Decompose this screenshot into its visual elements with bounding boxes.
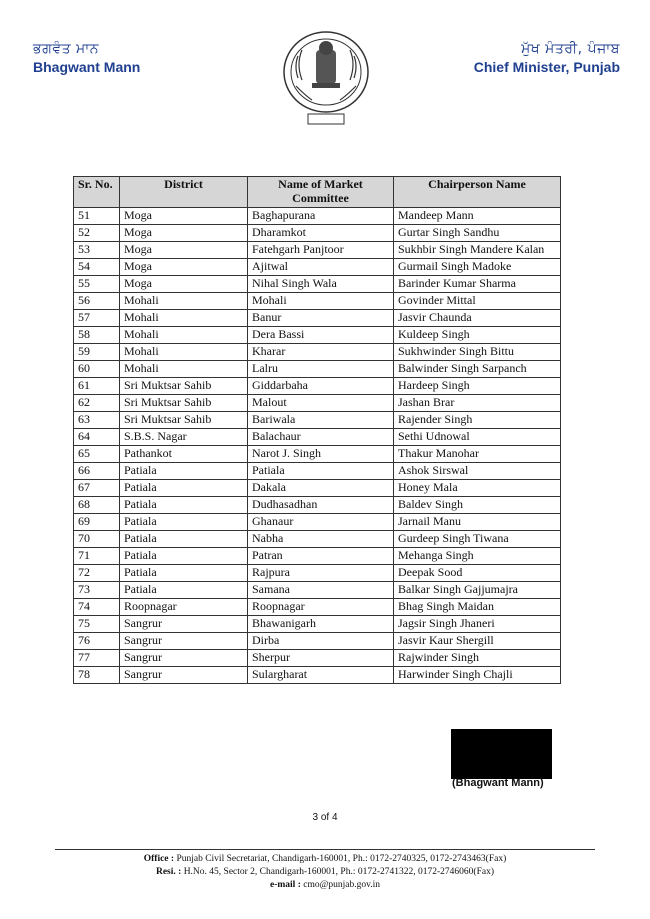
- cell-chairperson: Bhag Singh Maidan: [394, 599, 561, 616]
- cell-committee: Giddarbaha: [248, 378, 394, 395]
- cell-sr-no: 66: [74, 463, 120, 480]
- cell-sr-no: 58: [74, 327, 120, 344]
- cell-chairperson: Rajwinder Singh: [394, 650, 561, 667]
- cell-chairperson: Ashok Sirswal: [394, 463, 561, 480]
- header-chairperson: Chairperson Name: [394, 177, 561, 208]
- cell-sr-no: 53: [74, 242, 120, 259]
- cell-district: Mohali: [120, 327, 248, 344]
- cell-chairperson: Balwinder Singh Sarpanch: [394, 361, 561, 378]
- cell-district: Patiala: [120, 480, 248, 497]
- cell-sr-no: 61: [74, 378, 120, 395]
- cell-district: Moga: [120, 276, 248, 293]
- redacted-signature: [451, 729, 552, 779]
- cell-sr-no: 55: [74, 276, 120, 293]
- table-row: [74, 378, 561, 395]
- table-row: [74, 497, 561, 514]
- cell-sr-no: 63: [74, 412, 120, 429]
- table-row: [74, 225, 561, 242]
- cell-chairperson: Jasvir Chaunda: [394, 310, 561, 327]
- cell-chairperson: Mehanga Singh: [394, 548, 561, 565]
- cell-committee: Fatehgarh Panjtoor: [248, 242, 394, 259]
- table-row: [74, 344, 561, 361]
- cell-district: Patiala: [120, 548, 248, 565]
- cell-committee: Sulargharat: [248, 667, 394, 684]
- table-row: [74, 633, 561, 650]
- page-number: 3 of 4: [312, 812, 338, 823]
- cell-committee: Roopnagar: [248, 599, 394, 616]
- cell-committee: Dera Bassi: [248, 327, 394, 344]
- cell-district: Moga: [120, 208, 248, 225]
- table-row: [74, 429, 561, 446]
- cell-sr-no: 74: [74, 599, 120, 616]
- cell-district: Roopnagar: [120, 599, 248, 616]
- cell-district: Sangrur: [120, 633, 248, 650]
- header-left: [33, 40, 140, 76]
- cell-committee: Patiala: [248, 463, 394, 480]
- cell-sr-no: 64: [74, 429, 120, 446]
- cm-title-gurmukhi: ਮੁੱਖ ਮੰਤਰੀ, ਪੰਜਾਬ: [521, 41, 620, 57]
- table-body: [74, 208, 561, 684]
- cell-district: Sangrur: [120, 667, 248, 684]
- cell-sr-no: 71: [74, 548, 120, 565]
- cell-chairperson: Gurmail Singh Madoke: [394, 259, 561, 276]
- table-row: [74, 514, 561, 531]
- cell-chairperson: Barinder Kumar Sharma: [394, 276, 561, 293]
- cell-chairperson: Honey Mala: [394, 480, 561, 497]
- cell-district: Sri Muktsar Sahib: [120, 395, 248, 412]
- cell-district: Patiala: [120, 582, 248, 599]
- cell-sr-no: 56: [74, 293, 120, 310]
- table-row: [74, 276, 561, 293]
- cell-sr-no: 70: [74, 531, 120, 548]
- cell-district: Patiala: [120, 514, 248, 531]
- cell-sr-no: 77: [74, 650, 120, 667]
- cell-committee: Dharamkot: [248, 225, 394, 242]
- cell-district: Moga: [120, 259, 248, 276]
- table-row: [74, 616, 561, 633]
- table-row: [74, 310, 561, 327]
- cell-sr-no: 73: [74, 582, 120, 599]
- cell-sr-no: 54: [74, 259, 120, 276]
- cell-committee: Malout: [248, 395, 394, 412]
- cell-committee: Kharar: [248, 344, 394, 361]
- cell-chairperson: Baldev Singh: [394, 497, 561, 514]
- cell-sr-no: 60: [74, 361, 120, 378]
- table-row: [74, 395, 561, 412]
- table-row: [74, 446, 561, 463]
- table-row: [74, 259, 561, 276]
- header-sr-no: Sr. No.: [74, 177, 120, 208]
- cell-district: Sangrur: [120, 650, 248, 667]
- cell-committee: Lalru: [248, 361, 394, 378]
- cell-sr-no: 59: [74, 344, 120, 361]
- footer: [0, 853, 650, 892]
- table-row: [74, 650, 561, 667]
- cell-committee: Rajpura: [248, 565, 394, 582]
- cell-committee: Dudhasadhan: [248, 497, 394, 514]
- cell-district: Sri Muktsar Sahib: [120, 412, 248, 429]
- cell-district: Mohali: [120, 344, 248, 361]
- table-row: [74, 480, 561, 497]
- cell-district: Mohali: [120, 293, 248, 310]
- cell-committee: Bariwala: [248, 412, 394, 429]
- cell-chairperson: Jagsir Singh Jhaneri: [394, 616, 561, 633]
- table-row: [74, 327, 561, 344]
- table-row: [74, 565, 561, 582]
- cell-sr-no: 65: [74, 446, 120, 463]
- footer-residence: Resi. : H.No. 45, Sector 2, Chandigarh-160001, Ph.: 0172-2741322, 0172-2746060(Fax): [155, 867, 494, 877]
- cell-committee: Sherpur: [248, 650, 394, 667]
- cell-committee: Ajitwal: [248, 259, 394, 276]
- header-district: District: [120, 177, 248, 208]
- cell-sr-no: 67: [74, 480, 120, 497]
- cell-committee: Ghanaur: [248, 514, 394, 531]
- cell-chairperson: Jashan Brar: [394, 395, 561, 412]
- header-right: [474, 40, 620, 76]
- header-committee: Name of Market Committee: [248, 177, 394, 208]
- cell-district: Sangrur: [120, 616, 248, 633]
- cell-chairperson: Harwinder Singh Chajli: [394, 667, 561, 684]
- cell-sr-no: 68: [74, 497, 120, 514]
- cell-district: Mohali: [120, 310, 248, 327]
- cell-committee: Samana: [248, 582, 394, 599]
- cell-chairperson: Deepak Sood: [394, 565, 561, 582]
- cell-sr-no: 78: [74, 667, 120, 684]
- cell-committee: Banur: [248, 310, 394, 327]
- table-header-row: [74, 177, 561, 208]
- table-row: [74, 667, 561, 684]
- cell-district: Mohali: [120, 361, 248, 378]
- cell-committee: Balachaur: [248, 429, 394, 446]
- footer-office: Office : Punjab Civil Secretariat, Chandigarh-160001, Ph.: 0172-2740325, 0172-2743463(Fax): [143, 854, 507, 864]
- cell-chairperson: Mandeep Mann: [394, 208, 561, 225]
- cell-chairperson: Jarnail Manu: [394, 514, 561, 531]
- cell-committee: Baghapurana: [248, 208, 394, 225]
- cell-sr-no: 57: [74, 310, 120, 327]
- cell-chairperson: Balkar Singh Gajjumajra: [394, 582, 561, 599]
- table-row: [74, 361, 561, 378]
- cell-district: S.B.S. Nagar: [120, 429, 248, 446]
- cell-chairperson: Govinder Mittal: [394, 293, 561, 310]
- cell-district: Patiala: [120, 531, 248, 548]
- footer-email: e-mail : cmo@punjab.gov.in: [270, 880, 380, 890]
- table-row: [74, 208, 561, 225]
- cell-district: Pathankot: [120, 446, 248, 463]
- table-row: [74, 582, 561, 599]
- cell-chairperson: Sethi Udnowal: [394, 429, 561, 446]
- cell-chairperson: Sukhwinder Singh Bittu: [394, 344, 561, 361]
- cell-chairperson: Jasvir Kaur Shergill: [394, 633, 561, 650]
- cell-chairperson: Hardeep Singh: [394, 378, 561, 395]
- cell-district: Patiala: [120, 565, 248, 582]
- cell-sr-no: 51: [74, 208, 120, 225]
- cell-sr-no: 72: [74, 565, 120, 582]
- signatory-name: (Bhagwant Mann): [452, 777, 544, 789]
- cell-committee: Dakala: [248, 480, 394, 497]
- table-row: [74, 412, 561, 429]
- cell-chairperson: Gurdeep Singh Tiwana: [394, 531, 561, 548]
- cell-committee: Nihal Singh Wala: [248, 276, 394, 293]
- cell-committee: Mohali: [248, 293, 394, 310]
- cell-chairperson: Gurtar Singh Sandhu: [394, 225, 561, 242]
- cell-committee: Nabha: [248, 531, 394, 548]
- table-row: [74, 293, 561, 310]
- market-committee-table: [73, 176, 561, 684]
- footer-divider: [55, 849, 595, 850]
- cell-chairperson: Thakur Manohar: [394, 446, 561, 463]
- cell-committee: Dirba: [248, 633, 394, 650]
- table-row: [74, 463, 561, 480]
- cell-sr-no: 62: [74, 395, 120, 412]
- table-row: [74, 531, 561, 548]
- cell-sr-no: 76: [74, 633, 120, 650]
- cell-sr-no: 69: [74, 514, 120, 531]
- cell-committee: Patran: [248, 548, 394, 565]
- cell-committee: Bhawanigarh: [248, 616, 394, 633]
- cell-chairperson: Rajender Singh: [394, 412, 561, 429]
- cell-chairperson: Sukhbir Singh Mandere Kalan: [394, 242, 561, 259]
- cell-district: Patiala: [120, 463, 248, 480]
- punjab-emblem-icon: [278, 28, 374, 132]
- cm-name: Bhagwant Mann: [33, 59, 141, 75]
- cell-district: Moga: [120, 242, 248, 259]
- cell-sr-no: 75: [74, 616, 120, 633]
- table-row: [74, 242, 561, 259]
- cell-sr-no: 52: [74, 225, 120, 242]
- cell-chairperson: Kuldeep Singh: [394, 327, 561, 344]
- cell-district: Patiala: [120, 497, 248, 514]
- cm-name-gurmukhi: ਭਗਵੰਤ ਮਾਨ: [33, 41, 99, 57]
- table-row: [74, 548, 561, 565]
- cell-district: Moga: [120, 225, 248, 242]
- cm-title: Chief Minister, Punjab: [473, 59, 620, 75]
- cell-district: Sri Muktsar Sahib: [120, 378, 248, 395]
- table-row: [74, 599, 561, 616]
- cell-committee: Narot J. Singh: [248, 446, 394, 463]
